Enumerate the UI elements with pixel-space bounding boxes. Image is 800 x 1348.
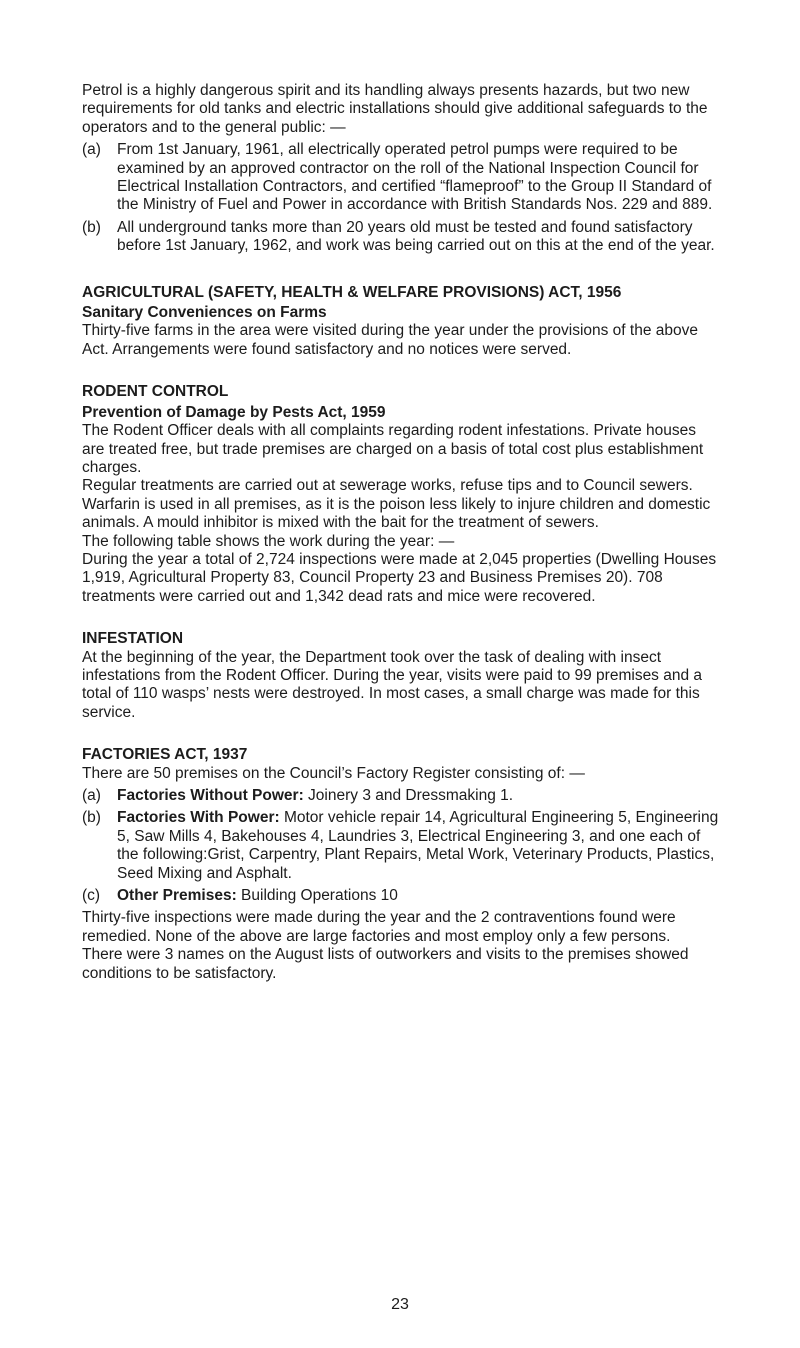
list-item-label: (a)	[82, 141, 101, 159]
list-item-rest: Motor vehicle repair 14, Agricultural Engineering 5, Engineering 5, Saw Mills 4, Bakehouses 4, Laundries 3, Electrical Engineering 3, and one each of the following:Grist, Carpentry, Plant Repairs, Metal Work, Veterinary Products, Plastics, Seed Mixing and Asphalt.	[117, 809, 719, 882]
factories-intro: There are 50 premises on the Council’s Factory Register consisting of: —	[82, 764, 585, 782]
section-gap	[82, 606, 722, 630]
list-item-bold: Factories Without Power:	[117, 787, 304, 804]
factories-paragraph: There were 3 names on the August lists of outworkers and visits to the premises showed conditions to be satisfactory.	[82, 946, 689, 982]
rodent-heading: RODENT CONTROL	[82, 383, 229, 401]
list-item-bold: Factories With Power:	[117, 809, 280, 827]
factories-heading: FACTORIES ACT, 1937	[82, 746, 248, 764]
rodent-subheading: Prevention of Damage by Pests Act, 1959	[82, 403, 386, 421]
list-item	[82, 787, 722, 805]
section-gap	[82, 359, 722, 383]
list-item-label: (a)	[82, 787, 101, 804]
infestation-heading: INFESTATION	[82, 630, 184, 648]
list-item-text	[117, 809, 722, 883]
list-item-label: (b)	[82, 218, 101, 236]
list-item-text: All underground tanks more than 20 years old must be tested and found satisfactory before 1st January, 1962, and work was being carried out on this at the end of the year.	[117, 218, 715, 255]
list-item-bold: Other Premises:	[117, 887, 237, 905]
list-item	[82, 887, 722, 905]
list-item-label: (b)	[82, 809, 101, 827]
page-number: 23	[391, 1296, 409, 1313]
agricultural-paragraph: Thirty-five farms in the area were visited during the year under the provisions of the above Act. Arrangements were found satisfactory and no notices were served.	[82, 322, 699, 358]
list-item	[82, 809, 722, 883]
list-item-rest: Building Operations 10	[236, 887, 398, 905]
list-item-text	[117, 887, 722, 905]
factories-list	[82, 787, 722, 905]
rodent-paragraph: The following table shows the work during the year: —	[82, 532, 455, 550]
rodent-paragraph: Regular treatments are carried out at sewerage works, refuse tips and to Council sewers. Warfarin is used in all premises, as it is the poison less likely to injure children and domestic animals. A mould inhibitor is mixed with the bait for the treatment of sewers.	[82, 477, 711, 532]
list-item	[82, 219, 722, 256]
section-gap	[82, 722, 722, 746]
section-gap	[82, 260, 722, 284]
document-page	[82, 82, 722, 983]
list-item-rest: Joinery 3 and Dressmaking 1.	[303, 787, 514, 804]
list-item-label: (c)	[82, 887, 101, 905]
infestation-paragraph: At the beginning of the year, the Department took over the task of dealing with insect infestations from the Rodent Officer. During the year, visits were paid to 99 premises and a total of 110 wasps’ nests were destroyed. In most cases, a small charge was made for this service.	[82, 648, 703, 721]
list-item-text	[117, 787, 722, 805]
agricultural-subheading: Sanitary Conveniences on Farms	[82, 304, 327, 322]
rodent-paragraph: During the year a total of 2,724 inspections were made at 2,045 properties (Dwelling Houses 1,919, Agricultural Property 83, Council Property 23 and Business Premises 20). 708 treatments were carried out and 1,342 dead rats and mice were recovered.	[82, 550, 717, 605]
rodent-paragraph: The Rodent Officer deals with all complaints regarding rodent infestations. Private houses are treated free, but trade premises are charged on a basis of total cost plus establishment charges.	[82, 422, 704, 476]
intro-list	[82, 141, 722, 255]
agricultural-heading: AGRICULTURAL (SAFETY, HEALTH & WELFARE PROVISIONS) ACT, 1956	[82, 283, 622, 301]
intro-paragraph: Petrol is a highly dangerous spirit and its handling always presents hazards, but two new requirements for old tanks and electric installations should give additional safeguards to the operators and to the general public: —	[82, 82, 708, 136]
list-item-text: From 1st January, 1961, all electrically operated petrol pumps were required to be examined by an approved contractor on the roll of the National Inspection Council for Electrical Installation Contractors, and certified “flameproof” to the Group II Standard of the Ministry of Fuel and Power in accordance with British Standards Nos. 229 and 889.	[117, 141, 713, 214]
list-item	[82, 141, 722, 215]
factories-paragraph: Thirty-five inspections were made during the year and the 2 contraventions found were remedied. None of the above are large factories and most employ only a few persons.	[82, 909, 676, 945]
